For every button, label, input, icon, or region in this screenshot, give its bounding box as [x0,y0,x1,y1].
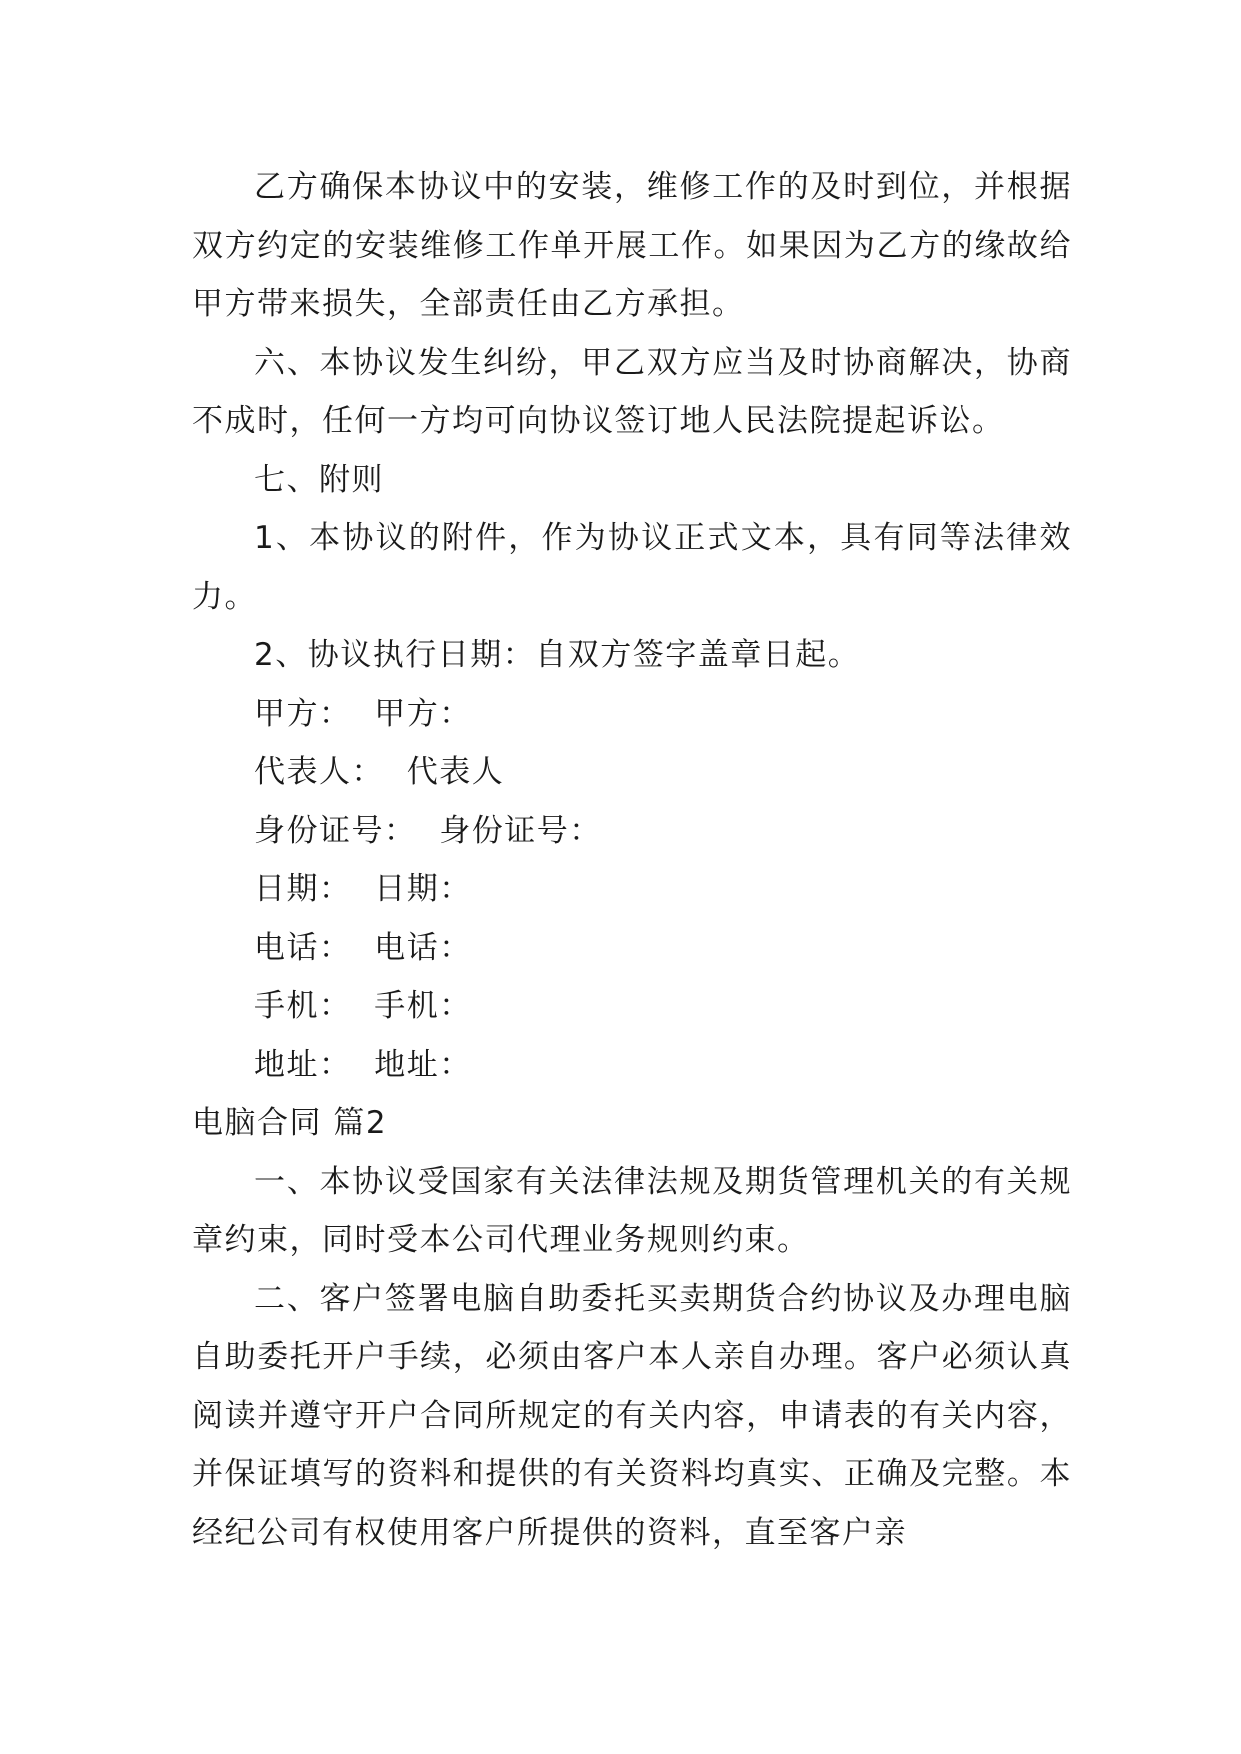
signature-line-address: 地址： 地址： [254,1046,472,1083]
paragraph-clause-seven-title: 七、附则 [254,461,384,498]
signature-line-representative: 代表人： 代表人 [254,754,505,790]
document-body [192,158,1072,1562]
signature-line-date: 日期： 日期： [254,871,472,907]
signature-line-party-a: 甲方： 甲方： [254,695,472,732]
signature-line-phone: 电话： 电话： [254,929,472,966]
paragraph-appendix-item-1: 1、本协议的附件，作为协议正式文本，具有同等法律效力。 [192,520,1072,615]
paragraph-clause-six-disputes: 六、本协议发生纠纷，甲乙双方应当及时协商解决，协商不成时，任何一方均可向协议签订地人民法院提起诉讼。 [192,344,1072,439]
paragraph-appendix-item-2: 2、协议执行日期：自双方签字盖章日起。 [254,637,861,673]
section-heading: 电脑合同 篇2 [192,1105,388,1141]
paragraph-clause-two-account-opening: 二、客户签署电脑自助委托买卖期货合约协议及办理电脑自助委托开户手续，必须由客户本人亲自办理。客户必须认真阅读并遵守开户合同所规定的有关内容，申请表的有关内容，并保证填写的资料和提供的有关资料均真实、正确及完整。本经纪公司有权使用客户所提供的资料，直至客户亲 [192,1280,1072,1551]
signature-line-id-number: 身份证号： 身份证号： [254,812,602,849]
paragraph-clause-one-regulation: 一、本协议受国家有关法律法规及期货管理机关的有关规章约束，同时受本公司代理业务规则约束。 [192,1163,1072,1258]
signature-line-mobile: 手机： 手机： [254,988,472,1024]
paragraph-installation-responsibility: 乙方确保本协议中的安装，维修工作的及时到位，并根据双方约定的安装维修工作单开展工作。如果因为乙方的缘故给甲方带来损失，全部责任由乙方承担。 [192,169,1072,322]
